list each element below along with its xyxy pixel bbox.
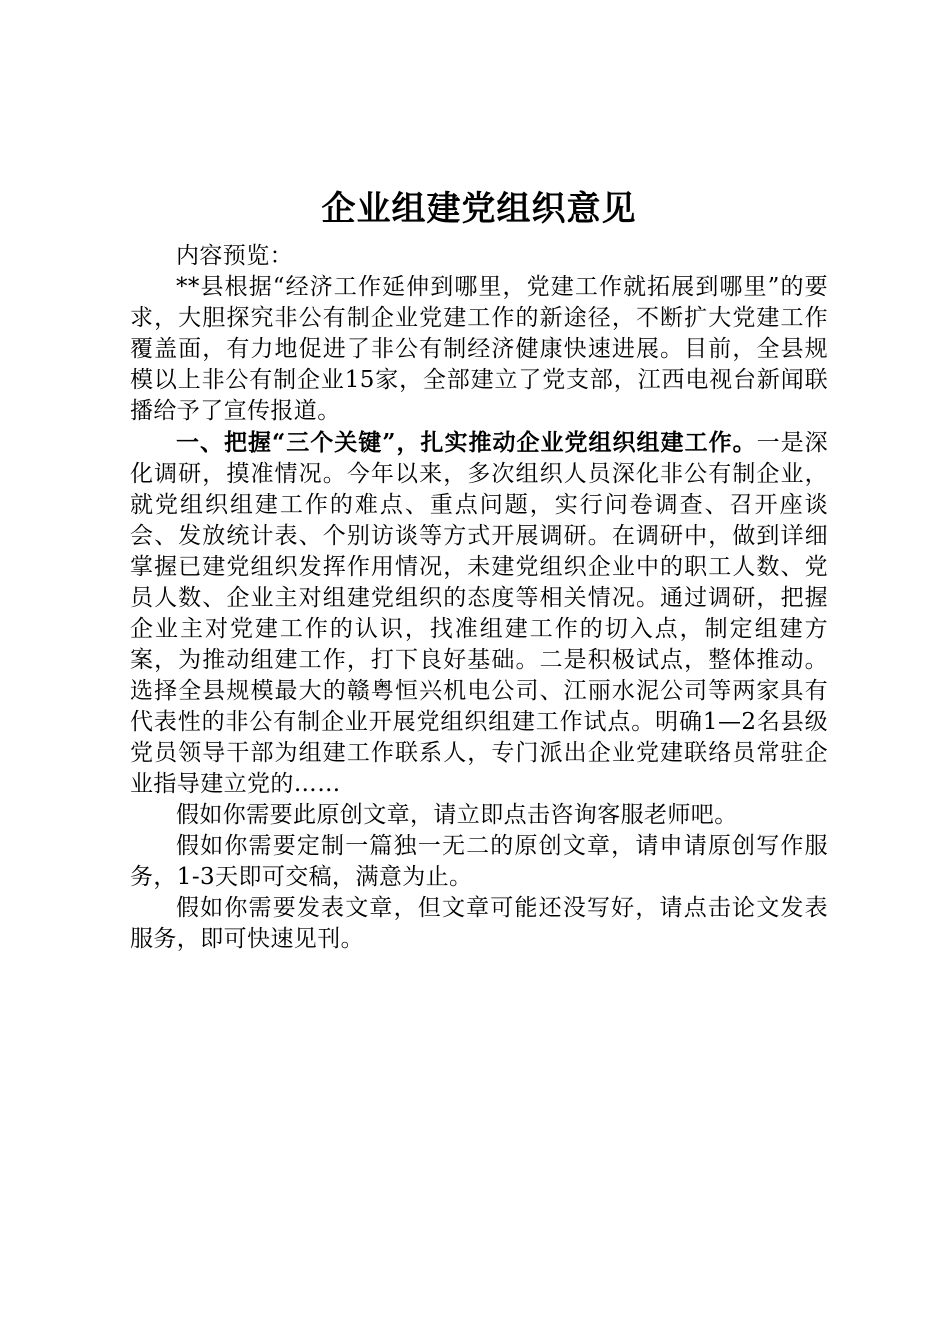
section1-body: 一是深化调研，摸准情况。今年以来，多次组织人员深化非公有制企业，就党组织组建工作的难点、重点问题，实行问卷调查、召开座谈会、发放统计表、个别访谈等方式开展调研。在调研中，做到详细掌握已建党组织发挥作用情况，未建党组织企业中的职工人数、党员人数、企业主对组建党组织的态度等相关情况。通过调研，把握企业主对党建工作的认识，找准组建工作的切入点，制定组建方案，为推动组建工作，打下良好基础。二是积极试点，整体推动。选择全县规模最大的赣粤恒兴机电公司、江丽水泥公司等两家具有代表性的非公有制企业开展党组织组建工作试点。明确1—2名县级党员领导干部为组建工作联系人，专门派出企业党建联络员常驻企业指导建立党的……: [130, 430, 828, 797]
section1-paragraph: [130, 427, 828, 800]
preview-label: 内容预览：: [176, 243, 293, 269]
notice-publish-paragraph: 假如你需要发表文章，但文章可能还没写好，请点击论文发表服务，即可快速见刊。: [130, 895, 828, 952]
notice-custom-writing-paragraph: 假如你需要定制一篇独一无二的原创文章，请申请原创写作服务，1-3天即可交稿，满意为止。: [130, 833, 828, 890]
section1-heading: 一、把握“三个关键”，扎实推动企业党组织组建工作。: [176, 429, 757, 456]
intro-paragraph: **县根据“经济工作延伸到哪里，党建工作就拓展到哪里”的要求，大胆探究非公有制企业党建工作的新途径，不断扩大党建工作覆盖面，有力地促进了非公有制经济健康快速进展。目前，全县规模以上非公有制企业15家，全部建立了党支部，江西电视台新闻联播给予了宣传报道。: [130, 274, 828, 424]
document-title: 企业组建党组织意见: [321, 189, 637, 229]
notice-contact-paragraph: 假如你需要此原创文章，请立即点击咨询客服老师吧。: [176, 802, 738, 828]
document-content: [130, 183, 828, 955]
